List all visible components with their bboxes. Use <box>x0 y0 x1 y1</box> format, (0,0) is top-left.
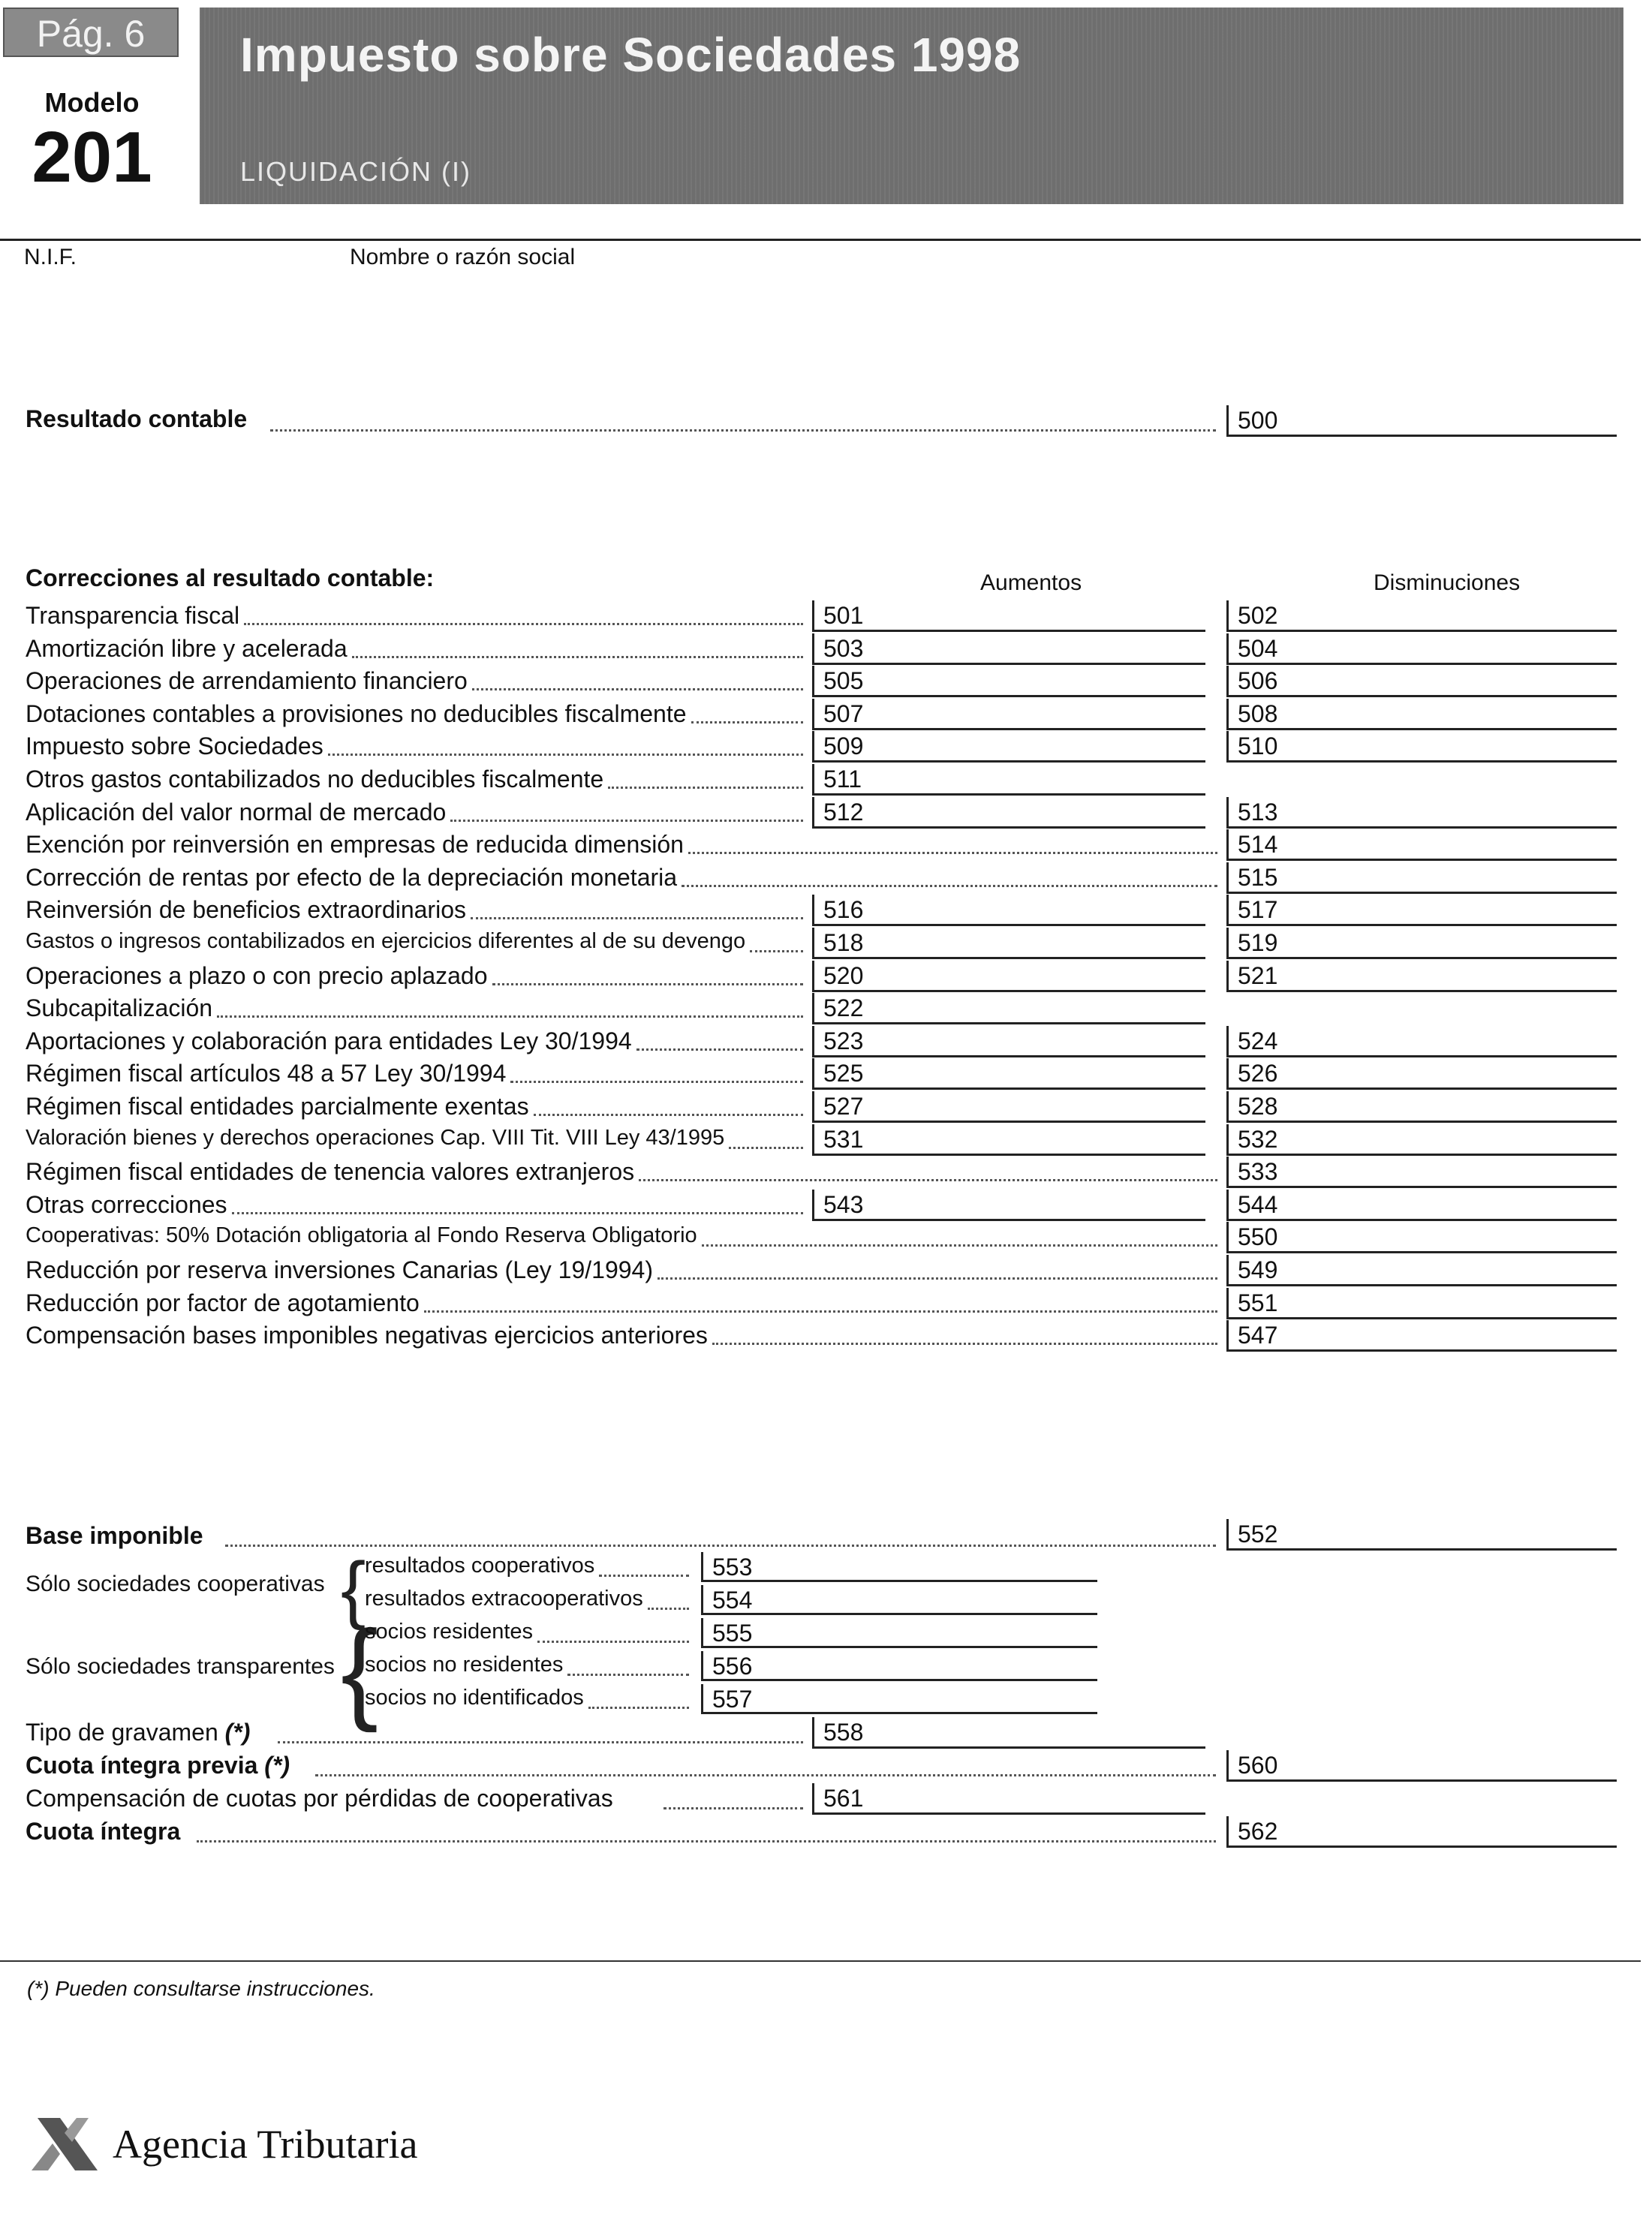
leader-dots <box>657 1277 1217 1280</box>
field-502[interactable] <box>1226 600 1617 632</box>
field-547[interactable] <box>1226 1320 1617 1352</box>
field-516[interactable] <box>812 895 1205 926</box>
nif-field[interactable] <box>24 275 309 320</box>
field-555[interactable] <box>701 1618 1097 1648</box>
field-code: 525 <box>823 1060 864 1087</box>
field-code: 544 <box>1238 1191 1278 1218</box>
leader-dots <box>328 754 803 756</box>
tipo-gravamen-text: Tipo de gravamen <box>26 1719 218 1746</box>
correction-label: Amortización libre y acelerada <box>26 635 348 662</box>
sub-row-label: resultados extracooperativos <box>365 1587 643 1611</box>
field-523[interactable] <box>812 1026 1205 1057</box>
resultado-contable-label: Resultado contable <box>26 405 248 432</box>
leader-dots <box>599 1575 689 1577</box>
field-505[interactable] <box>812 666 1205 697</box>
field-500[interactable] <box>1226 405 1617 437</box>
leader-dots <box>688 852 1217 854</box>
correction-label: Reinversión de beneficios extraordinarios <box>26 896 466 923</box>
correcciones-title: Correcciones al resultado contable: <box>26 564 435 591</box>
footer-divider <box>0 1960 1641 1962</box>
correction-label: Transparencia fiscal <box>26 602 240 629</box>
field-code: 551 <box>1238 1289 1278 1316</box>
correction-label: Impuesto sobre Sociedades <box>26 732 323 760</box>
field-519[interactable] <box>1226 928 1617 959</box>
leader-dots <box>537 1641 689 1643</box>
field-code: 506 <box>1238 667 1278 694</box>
leader-dots <box>639 1179 1217 1181</box>
leader-dots <box>315 1774 1216 1776</box>
cuota-previa-label <box>26 1752 290 1779</box>
model-label: Modelo <box>44 87 140 118</box>
leader-dots <box>750 950 803 952</box>
field-521[interactable] <box>1226 961 1617 992</box>
field-code: 521 <box>1238 962 1278 989</box>
field-code: 524 <box>1238 1027 1278 1054</box>
correction-label: Operaciones de arrendamiento financiero <box>26 667 468 694</box>
leader-dots <box>588 1707 689 1709</box>
correction-label: Operaciones a plazo o con precio aplazado <box>26 962 488 989</box>
field-code: 501 <box>823 602 864 629</box>
correction-label: Gastos o ingresos contabilizados en ejercicios diferentes al de su devengo <box>26 929 746 953</box>
field-558[interactable] <box>812 1717 1205 1749</box>
form-title: Impuesto sobre Sociedades 1998 <box>240 28 1022 82</box>
footnote: (*) Pueden consultarse instrucciones. <box>27 1977 375 2000</box>
field-code: 561 <box>823 1785 864 1812</box>
field-code: 523 <box>823 1027 864 1054</box>
field-code: 500 <box>1238 407 1278 434</box>
cuota-previa-text: Cuota íntegra previa <box>26 1752 258 1779</box>
field-510[interactable] <box>1226 731 1617 763</box>
field-527[interactable] <box>812 1091 1205 1123</box>
leader-dots <box>270 429 1216 432</box>
field-code: 532 <box>1238 1126 1278 1153</box>
field-code: 519 <box>1238 929 1278 956</box>
field-553[interactable] <box>701 1552 1097 1582</box>
leader-dots <box>729 1147 803 1149</box>
column-header-disminuciones: Disminuciones <box>1374 570 1521 595</box>
field-code: 516 <box>823 896 864 923</box>
leader-dots <box>636 1048 803 1051</box>
field-524[interactable] <box>1226 1026 1617 1057</box>
field-code: 526 <box>1238 1060 1278 1087</box>
field-506[interactable] <box>1226 666 1617 697</box>
field-557[interactable] <box>701 1684 1097 1714</box>
header-divider <box>0 239 1641 241</box>
form-subtitle: LIQUIDACIÓN (I) <box>240 156 472 187</box>
field-code: 522 <box>823 994 864 1021</box>
field-code: 555 <box>712 1620 753 1647</box>
leader-dots <box>492 983 803 985</box>
leader-dots <box>691 721 803 723</box>
leader-dots <box>567 1674 689 1676</box>
correction-label: Otras correcciones <box>26 1191 227 1218</box>
leader-dots <box>244 623 803 625</box>
field-code: 513 <box>1238 799 1278 826</box>
field-code: 549 <box>1238 1256 1278 1283</box>
field-code: 503 <box>823 635 864 662</box>
brace-icon: { <box>341 1547 366 1631</box>
field-code: 562 <box>1238 1818 1278 1845</box>
field-code: 508 <box>1238 700 1278 727</box>
field-code: 554 <box>712 1587 753 1614</box>
field-code: 550 <box>1238 1223 1278 1250</box>
field-525[interactable] <box>812 1058 1205 1090</box>
page-number-badge: Pág. 6 <box>3 8 179 57</box>
leader-dots <box>424 1310 1217 1313</box>
correction-label: Dotaciones contables a provisiones no deducibles fiscalmente <box>26 700 687 727</box>
field-code: 557 <box>712 1686 753 1713</box>
field-514[interactable] <box>1226 829 1617 861</box>
field-551[interactable] <box>1226 1288 1617 1319</box>
field-code: 527 <box>823 1093 864 1120</box>
correction-label: Aplicación del valor normal de mercado <box>26 799 447 826</box>
leader-dots <box>278 1741 803 1743</box>
field-code: 553 <box>712 1554 753 1581</box>
correction-label: Reducción por factor de agotamiento <box>26 1289 420 1316</box>
field-512[interactable] <box>812 797 1205 829</box>
correction-label: Exención por reinversión en empresas de reducida dimensión <box>26 831 684 858</box>
correction-label: Compensación bases imponibles negativas ejercicios anteriores <box>26 1322 708 1349</box>
field-code: 560 <box>1238 1752 1278 1779</box>
correction-label: Cooperativas: 50% Dotación obligatoria al Fondo Reserva Obligatorio <box>26 1223 697 1247</box>
field-code: 514 <box>1238 831 1278 858</box>
field-code: 547 <box>1238 1322 1278 1349</box>
company-name-label: Nombre o razón social <box>350 245 576 269</box>
agencia-tributaria-logo-icon <box>30 2110 105 2178</box>
agency-name: Agencia Tributaria <box>113 2122 418 2167</box>
field-528[interactable] <box>1226 1091 1617 1123</box>
correction-label: Subcapitalización <box>26 994 213 1021</box>
correction-label: Régimen fiscal entidades parcialmente exentas <box>26 1093 529 1120</box>
field-code: 556 <box>712 1653 753 1680</box>
sub-row-label: socios no residentes <box>365 1653 564 1677</box>
correction-label: Aportaciones y colaboración para entidades Ley 30/1994 <box>26 1027 632 1054</box>
field-501[interactable] <box>812 600 1205 632</box>
field-code: 515 <box>1238 864 1278 891</box>
field-515[interactable] <box>1226 862 1617 894</box>
field-543[interactable] <box>812 1190 1205 1221</box>
field-560[interactable] <box>1226 1750 1617 1782</box>
correction-label: Otros gastos contabilizados no deducibles fiscalmente <box>26 766 604 793</box>
correction-label: Régimen fiscal artículos 48 a 57 Ley 30/1994 <box>26 1060 507 1087</box>
field-code: 502 <box>1238 602 1278 629</box>
asterisk-mark: (*) <box>224 1719 251 1746</box>
field-code: 504 <box>1238 635 1278 662</box>
leader-dots <box>702 1244 1217 1247</box>
field-531[interactable] <box>812 1124 1205 1156</box>
leader-dots <box>712 1343 1217 1345</box>
model-number: 201 <box>32 117 152 197</box>
base-imponible-label: Base imponible <box>26 1522 203 1549</box>
correction-label: Corrección de rentas por efecto de la depreciación monetaria <box>26 864 678 891</box>
field-517[interactable] <box>1226 895 1617 926</box>
field-522[interactable] <box>812 993 1205 1024</box>
field-532[interactable] <box>1226 1124 1617 1156</box>
leader-dots <box>534 1114 803 1116</box>
field-code: 520 <box>823 962 864 989</box>
field-507[interactable] <box>812 699 1205 730</box>
nif-label: N.I.F. <box>24 245 77 269</box>
leader-dots <box>225 1545 1216 1547</box>
cuota-integra-label: Cuota íntegra <box>26 1818 181 1845</box>
correction-label: Valoración bienes y derechos operaciones Cap. VIII Tit. VIII Ley 43/1995 <box>26 1126 725 1150</box>
field-509[interactable] <box>812 731 1205 763</box>
field-511[interactable] <box>812 764 1205 796</box>
field-552[interactable] <box>1226 1519 1617 1551</box>
field-code: 511 <box>823 766 862 793</box>
field-554[interactable] <box>701 1585 1097 1615</box>
leader-dots <box>197 1840 1216 1842</box>
sub-row-label: socios residentes <box>365 1620 534 1644</box>
leader-dots <box>608 787 803 789</box>
field-508[interactable] <box>1226 699 1617 730</box>
field-562[interactable] <box>1226 1816 1617 1848</box>
field-code: 531 <box>823 1126 864 1153</box>
leader-dots <box>450 820 803 822</box>
brace-icon: { <box>341 1607 379 1733</box>
leader-dots <box>682 885 1217 887</box>
correction-label: Régimen fiscal entidades de tenencia valores extranjeros <box>26 1158 635 1185</box>
field-code: 528 <box>1238 1093 1278 1120</box>
asterisk-mark: (*) <box>264 1752 290 1779</box>
leader-dots <box>352 656 803 658</box>
field-code: 517 <box>1238 896 1278 923</box>
field-549[interactable] <box>1226 1255 1617 1286</box>
field-code: 552 <box>1238 1521 1278 1548</box>
field-518[interactable] <box>812 928 1205 959</box>
leader-dots <box>664 1807 803 1809</box>
company-name-field[interactable] <box>350 275 1611 320</box>
coop-group-label: Sólo sociedades cooperativas <box>26 1572 325 1596</box>
field-code: 509 <box>823 732 864 760</box>
field-code: 512 <box>823 799 864 826</box>
field-503[interactable] <box>812 633 1205 665</box>
leader-dots <box>217 1015 803 1018</box>
field-520[interactable] <box>812 961 1205 992</box>
sub-row-label: socios no identificados <box>365 1686 584 1710</box>
column-header-aumentos: Aumentos <box>980 570 1082 595</box>
leader-dots <box>472 688 803 690</box>
field-533[interactable] <box>1226 1157 1617 1188</box>
leader-dots <box>648 1608 689 1610</box>
field-code: 505 <box>823 667 864 694</box>
field-561[interactable] <box>812 1783 1205 1815</box>
field-544[interactable] <box>1226 1190 1617 1221</box>
leader-dots <box>471 917 803 919</box>
leader-dots <box>510 1081 803 1083</box>
field-code: 558 <box>823 1719 864 1746</box>
correction-label: Reducción por reserva inversiones Canarias (Ley 19/1994) <box>26 1256 653 1283</box>
tipo-gravamen-label <box>26 1719 250 1746</box>
compensacion-cuotas-label: Compensación de cuotas por pérdidas de cooperativas <box>26 1785 613 1812</box>
transp-group-label: Sólo sociedades transparentes <box>26 1654 335 1679</box>
field-550[interactable] <box>1226 1222 1617 1253</box>
field-513[interactable] <box>1226 797 1617 829</box>
field-code: 507 <box>823 700 864 727</box>
field-code: 533 <box>1238 1158 1278 1185</box>
field-526[interactable] <box>1226 1058 1617 1090</box>
field-556[interactable] <box>701 1651 1097 1681</box>
field-code: 543 <box>823 1191 864 1218</box>
field-504[interactable] <box>1226 633 1617 665</box>
leader-dots <box>232 1212 803 1214</box>
field-code: 518 <box>823 929 864 956</box>
field-code: 510 <box>1238 732 1278 760</box>
sub-row-label: resultados cooperativos <box>365 1554 595 1578</box>
